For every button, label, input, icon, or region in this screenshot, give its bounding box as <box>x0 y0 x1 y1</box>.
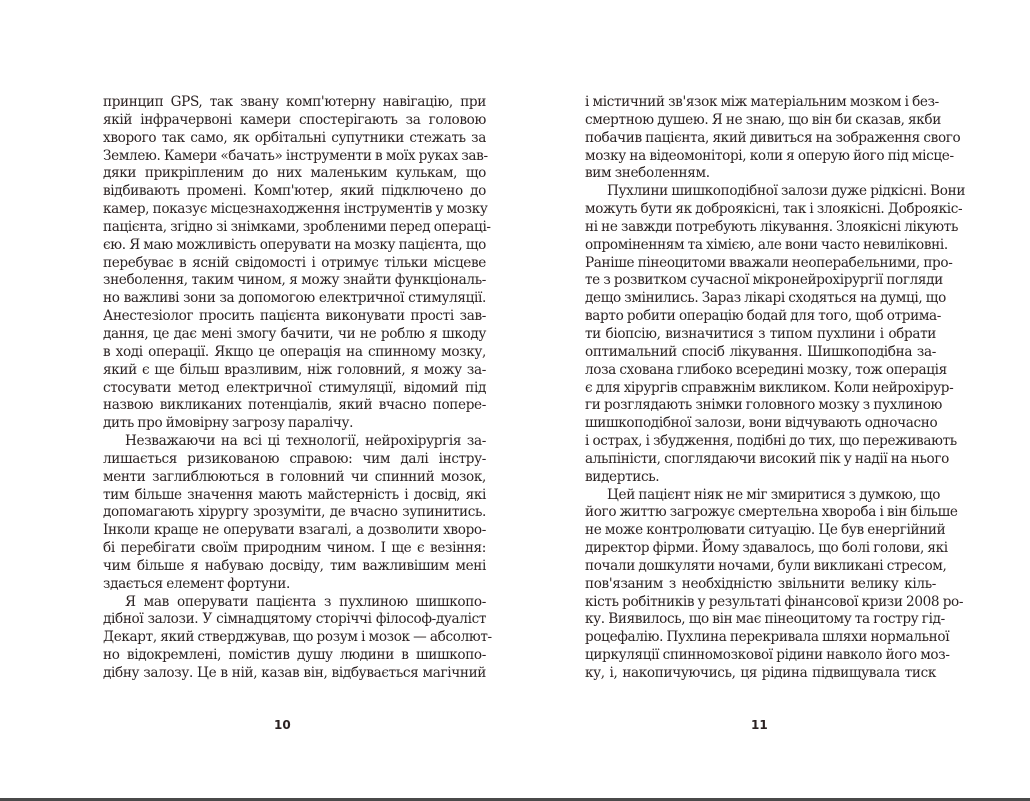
text-line: циркуляції спинномозкової рідини навколо його моз- <box>585 647 950 664</box>
text-line: камер, показує місцезнаходження інструментів у мозку <box>103 201 488 218</box>
text-line: Цей пацієнт ніяк не міг змиритися з думкою, що <box>607 486 941 503</box>
text-line: лишається ризикованою справою: чим далі інстру- <box>103 450 486 467</box>
page-number-right: 11 <box>751 718 768 732</box>
text-line: тим більше значення мають майстерність і досвід, які <box>103 486 486 503</box>
text-line: стосувати метод електричної стимуляції, відомий під <box>103 379 486 396</box>
text-line: видертись. <box>585 468 660 485</box>
text-line: побачив пацієнта, який дивиться на зображення свого <box>585 129 961 146</box>
text-line: директор фірми. Йому здавалось, що болі голови, які <box>585 540 948 557</box>
text-line: якій інфрачервоні камери спостерігають за головою <box>103 111 486 128</box>
text-line: бі перебігати своїм природним чином. І ще є везіння: <box>103 540 486 557</box>
text-line: Анестезіолог просить пацієнта виконувати прості зав- <box>103 308 486 325</box>
text-line: смертною душею. Я не знаю, що він би сказав, якби <box>585 111 941 128</box>
text-line: почали дошкуляти ночами, були викликані стресом, <box>585 557 947 574</box>
right-page-text <box>585 94 966 683</box>
text-line: перебуває в ясній свідомості і отримує тільки місцеве <box>103 254 486 271</box>
text-line: який є ще більш вразливим, ніж головний, я можу за- <box>103 361 486 378</box>
text-line: Я мав оперувати пацієнта з пухлиною шишкопо- <box>125 593 486 610</box>
text-line: Раніше пінеоцитоми вважали неоперабельними, про- <box>585 254 953 271</box>
text-line: ку, і, накопичуючись, ця рідина підвищувала тиск <box>585 665 936 681</box>
text-line: і острах, і збудження, подібні до тих, що переживають <box>585 433 957 450</box>
text-line: роцефалію. Пухлина перекривала шляхи нормальної <box>585 629 950 646</box>
text-line: ти біопсію, визначитися з типом пухлини і обрати <box>585 325 936 342</box>
text-line: пов'язаним з необхідністю звільнити велику кіль- <box>585 575 936 592</box>
text-line: є для хірургів справжнім викликом. Коли нейрохірур- <box>585 379 954 396</box>
text-line: дібну залозу. Це в ній, казав він, відбувається магічний <box>103 665 486 681</box>
text-line: кість робітників у результаті фінансової кризи 2008 ро- <box>585 593 964 610</box>
text-line: ги розглядають знімки головного мозку з пухлиною <box>585 397 943 414</box>
text-line: дещо змінились. Зараз лікарі сходяться на думці, що <box>585 290 946 307</box>
text-line: ні не завжди потребують лікування. Злоякісні лікують <box>585 218 959 235</box>
text-line: дібної залози. У сімнадцятому сторіччі філософ-дуаліст <box>103 611 486 628</box>
text-line: його життю загрожує смертельна хвороба і він більше <box>585 504 958 521</box>
left-page-text <box>103 94 492 683</box>
text-line: принцип GPS, так звану комп'ютерну навігацію, при <box>103 94 486 110</box>
text-line: дить про ймовірну загрозу паралічу. <box>103 415 354 432</box>
text-line: пацієнта, згідно зі знімками, зробленими перед операці- <box>103 218 491 235</box>
text-line: допомагають хірургу зрозуміти, де вчасно зупинитись. <box>103 504 486 521</box>
text-line: мозку на відеомоніторі, коли я оперую його під місце- <box>585 147 954 164</box>
text-line: хворого так само, як орбітальні супутники стежать за <box>103 129 486 146</box>
text-line: знеболення, таким чином, я можу знайти функціональ- <box>103 272 486 289</box>
text-line: Інколи краще не оперувати взагалі, а дозволити хворо- <box>103 522 486 539</box>
text-line: єю. Я маю можливість оперувати на мозку пацієнта, що <box>103 236 486 253</box>
text-line: Незважаючи на всі ці технології, нейрохірургія за- <box>125 433 486 450</box>
text-line: можуть бути як доброякісні, так і злоякісні. Доброякіс- <box>585 201 963 218</box>
text-line: і містичний зв'язок між матеріальним мозком і без- <box>585 94 939 110</box>
text-line: те з розвитком сучасної мікронейрохірургії погляди <box>585 272 943 289</box>
text-line: лоза схована глибоко всередині мозку, тож операція <box>585 361 947 378</box>
text-line: ку. Виявилось, що він має пінеоцитому та гостру гід- <box>585 611 945 628</box>
text-line: альпіністи, споглядаючи високий пік у надії на нього <box>585 450 949 467</box>
text-line: дання, це дає мені змогу бачити, чи не роблю я шкоду <box>103 325 486 342</box>
text-line: но відокремлені, помістив душу людини в шишкопо- <box>103 647 486 664</box>
text-line: відбивають промені. Комп'ютер, який підключено до <box>103 183 486 200</box>
text-line: чим більше я набуваю досвіду, тим важливішим мені <box>103 557 486 574</box>
text-line: Землею. Камери «бачать» інструменти в моїх руках зав- <box>103 147 488 164</box>
text-line: опроміненням та хімією, але вони часто невиліковні. <box>585 236 948 253</box>
text-line: но важливі зони за допомогою електричної стимуляції. <box>103 290 486 307</box>
text-line: здається елемент фортуни. <box>103 575 290 592</box>
page-number-left: 10 <box>274 718 291 732</box>
text-line: оптимальний спосіб лікування. Шишкоподібна за- <box>585 343 936 360</box>
text-line: Декарт, який стверджував, що розум і мозок — абсолют- <box>103 629 492 646</box>
text-line: Пухлини шишкоподібної залози дуже рідкісні. Вони <box>607 183 966 200</box>
text-line: варто робити операцію бодай для того, щоб отрима- <box>585 308 942 325</box>
text-line: дяки прикріпленим до них маленьким кулькам, що <box>103 165 486 182</box>
text-line: в ході операції. Якщо це операція на спинному мозку, <box>103 343 486 360</box>
text-line: шишкоподібної залози, вони відчувають одночасно <box>585 415 938 432</box>
text-line: менти заглиблюються в головний чи спинний мозок, <box>103 468 486 485</box>
text-line: вим знеболенням. <box>585 165 710 182</box>
text-line: назвою викликаних потенціалів, який вчасно попере- <box>103 397 486 414</box>
text-line: не може контролювати ситуацію. Це був енергійний <box>585 522 946 539</box>
